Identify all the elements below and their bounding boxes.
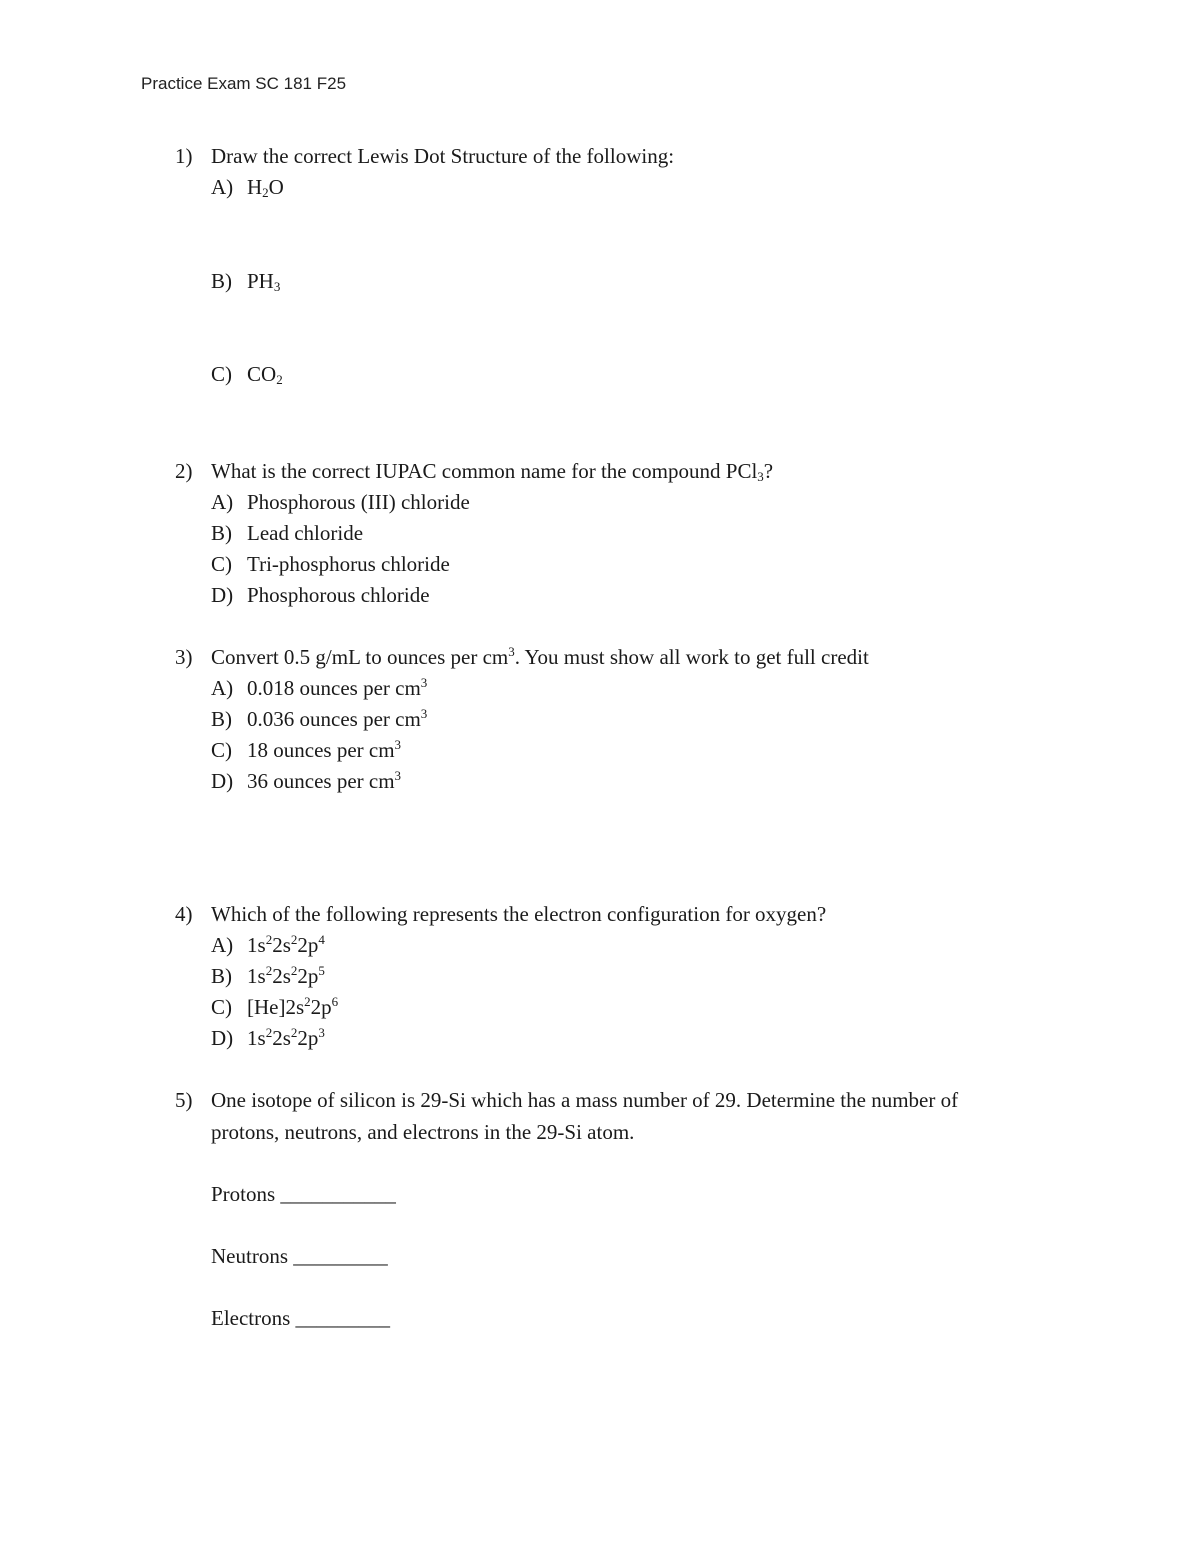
option-letter: C) xyxy=(211,552,232,576)
question-text-after: . You must show all work to get full credit xyxy=(514,645,869,669)
question-text-line-1: One isotope of silicon is 29-Si which has a mass number of 29. Determine the number of xyxy=(211,1088,959,1112)
option-letter: B) xyxy=(211,964,232,988)
option-letter: A) xyxy=(211,933,234,957)
formula-subscript: 2 xyxy=(276,372,283,387)
option-text: Lead chloride xyxy=(247,521,364,545)
superscript: 2 xyxy=(265,932,273,947)
option-letter: A) xyxy=(211,676,234,700)
electrons-blank[interactable]: Electrons _________ xyxy=(211,1306,391,1330)
config-part: 2p xyxy=(297,933,319,957)
option-letter: B) xyxy=(211,269,232,293)
option-b xyxy=(211,268,280,294)
superscript: 2 xyxy=(290,932,298,947)
superscript: 3 xyxy=(420,706,428,721)
option-a xyxy=(211,489,470,515)
formula-subscript: 2 xyxy=(262,185,269,200)
question-number: 3) xyxy=(175,645,193,669)
question-text-after: ? xyxy=(763,459,774,483)
protons-blank[interactable]: Protons ___________ xyxy=(211,1182,396,1206)
formula-tail: O xyxy=(268,175,284,199)
superscript: 2 xyxy=(265,1025,273,1040)
option-letter: A) xyxy=(211,490,234,514)
config-part: 2p xyxy=(297,1026,319,1050)
superscript: 3 xyxy=(394,768,402,783)
option-letter: D) xyxy=(211,769,234,793)
question-text xyxy=(211,644,869,670)
option-text: 18 ounces per cm xyxy=(247,738,395,762)
option-letter: D) xyxy=(211,1026,234,1050)
config-part: 2p xyxy=(310,995,332,1019)
option-b xyxy=(211,706,427,732)
option-letter: B) xyxy=(211,707,232,731)
option-b xyxy=(211,963,325,989)
option-c xyxy=(211,361,283,387)
formula-subscript: 3 xyxy=(273,279,281,294)
superscript: 4 xyxy=(318,932,325,947)
option-letter: C) xyxy=(211,738,232,762)
option-text: Tri-phosphorus chloride xyxy=(247,552,450,576)
config-part: 1s xyxy=(247,933,266,957)
question-text: Draw the correct Lewis Dot Structure of the following: xyxy=(211,144,675,168)
option-text: 36 ounces per cm xyxy=(247,769,395,793)
config-part: 2s xyxy=(272,964,291,988)
option-letter: D) xyxy=(211,583,234,607)
superscript: 3 xyxy=(394,737,402,752)
page-header-title: Practice Exam SC 181 F25 xyxy=(141,74,347,93)
config-part: 2s xyxy=(272,1026,291,1050)
option-c xyxy=(211,551,450,577)
option-text: 0.018 ounces per cm xyxy=(247,676,421,700)
option-a xyxy=(211,675,427,701)
config-part: 1s xyxy=(247,964,266,988)
config-part: [He]2s xyxy=(247,995,305,1019)
option-b xyxy=(211,520,363,546)
formula-base: H xyxy=(247,175,263,199)
formula-base: CO xyxy=(247,362,277,386)
option-c xyxy=(211,737,401,763)
superscript: 5 xyxy=(318,963,325,978)
superscript: 6 xyxy=(331,994,339,1009)
option-text: 0.036 ounces per cm xyxy=(247,707,421,731)
neutrons-blank[interactable]: Neutrons _________ xyxy=(211,1244,388,1268)
question-text xyxy=(211,458,773,484)
question-text-before: Convert 0.5 g/mL to ounces per cm xyxy=(211,645,509,669)
option-a xyxy=(211,174,284,200)
superscript: 3 xyxy=(508,644,515,659)
superscript: 3 xyxy=(420,675,428,690)
question-text-before: What is the correct IUPAC common name for the compound PCl xyxy=(211,459,758,483)
option-c xyxy=(211,994,338,1020)
formula-subscript: 3 xyxy=(757,469,764,484)
superscript: 2 xyxy=(290,1025,298,1040)
option-letter: B) xyxy=(211,521,232,545)
option-text: Phosphorous chloride xyxy=(247,583,430,607)
superscript: 2 xyxy=(304,994,311,1009)
config-part: 1s xyxy=(247,1026,266,1050)
superscript: 2 xyxy=(265,963,273,978)
superscript: 3 xyxy=(318,1025,325,1040)
option-d xyxy=(211,582,430,608)
question-text: Which of the following represents the electron configuration for oxygen? xyxy=(211,902,827,926)
option-d xyxy=(211,768,401,794)
question-text-line-2: protons, neutrons, and electrons in the 29-Si atom. xyxy=(211,1120,635,1144)
option-letter: C) xyxy=(211,362,232,386)
option-letter: C) xyxy=(211,995,232,1019)
question-number: 5) xyxy=(175,1088,193,1112)
question-number: 1) xyxy=(175,144,193,168)
question-number: 4) xyxy=(175,902,193,926)
option-d xyxy=(211,1025,325,1051)
superscript: 2 xyxy=(290,963,298,978)
option-text: Phosphorous (III) chloride xyxy=(247,490,470,514)
question-number: 2) xyxy=(175,459,193,483)
config-part: 2s xyxy=(272,933,291,957)
option-letter: A) xyxy=(211,175,234,199)
formula-base: PH xyxy=(247,269,274,293)
config-part: 2p xyxy=(297,964,319,988)
option-a xyxy=(211,932,325,958)
